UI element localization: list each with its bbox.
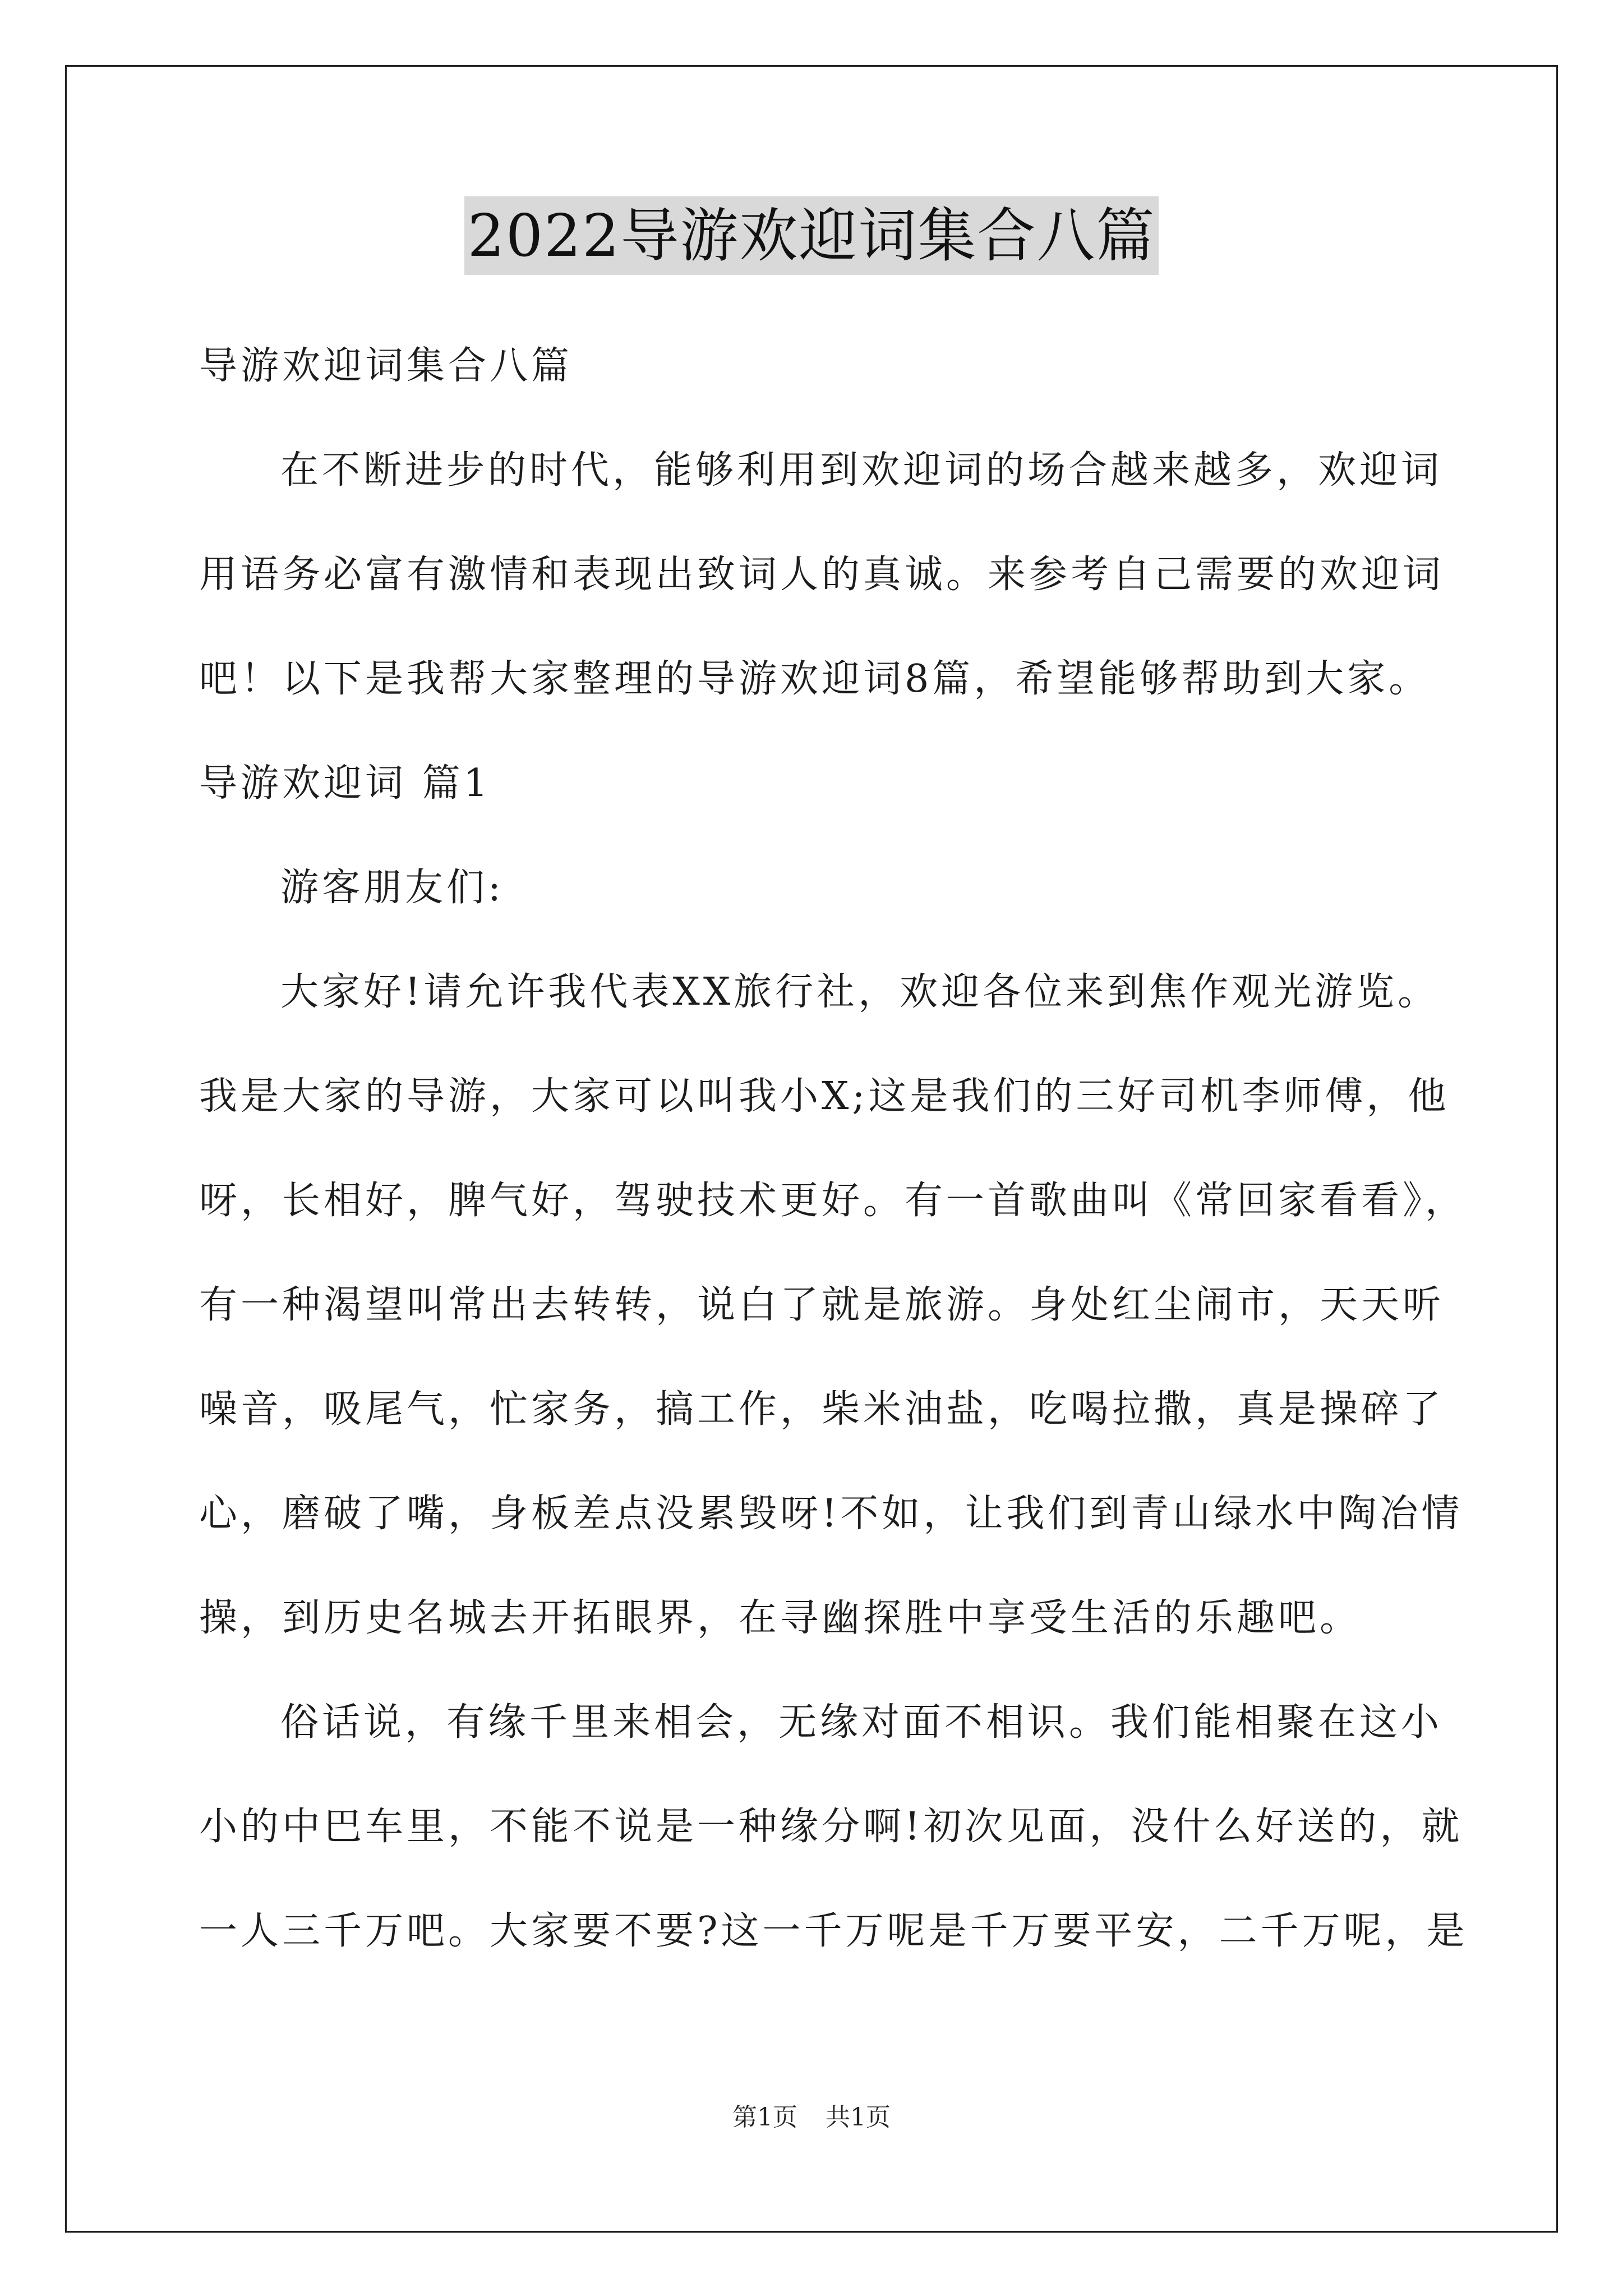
total-pages: 共1页 (826, 2103, 891, 2132)
paragraph-line: 一人三千万吧。大家要不要?这一千万呢是千万要平安，二千万呢，是 (199, 1909, 1468, 1953)
paragraph-line: 俗话说，有缘千里来相会，无缘对面不相识。我们能相聚在这小 (280, 1700, 1443, 1745)
page-footer (0, 2101, 1623, 2134)
title-container (0, 196, 1623, 275)
subtitle-line: 导游欢迎词集合八篇 (199, 344, 573, 388)
document-title: 2022导游欢迎词集合八篇 (464, 196, 1159, 275)
paragraph-line: 有一种渴望叫常出去转转，说白了就是旅游。身处红尘闹市，天天听 (199, 1283, 1445, 1327)
paragraph-line: 大家好!请允许我代表XX旅行社，欢迎各位来到焦作观光游览。 (280, 970, 1440, 1014)
paragraph-line: 心，磨破了嘴，身板差点没累毁呀!不如，让我们到青山绿水中陶冶情 (199, 1492, 1463, 1536)
salutation-line: 游客朋友们: (280, 866, 504, 910)
paragraph-line: 操，到历史名城去开拓眼界，在寻幽探胜中享受生活的乐趣吧。 (199, 1596, 1362, 1640)
paragraph-line: 小的中巴车里，不能不说是一种缘分啊!初次见面，没什么好送的，就 (199, 1805, 1463, 1849)
paragraph-line: 呀，长相好，脾气好，驾驶技术更好。有一首歌曲叫《常回家看看》， (199, 1179, 1467, 1223)
paragraph-line: 噪音，吸尾气，忙家务，搞工作，柴米油盐，吃喝拉撒，真是操碎了 (199, 1387, 1445, 1432)
paragraph-line: 吧！以下是我帮大家整理的导游欢迎词8篇，希望能够帮助到大家。 (199, 657, 1431, 701)
document-body (199, 314, 1468, 1984)
section-heading: 导游欢迎词 篇1 (199, 761, 491, 806)
page-number: 第1页 (732, 2103, 797, 2132)
paragraph-line: 我是大家的导游，大家可以叫我小X;这是我们的三好司机李师傅，他 (199, 1074, 1450, 1119)
paragraph-line: 用语务必富有激情和表现出致词人的真诚。来参考自己需要的欢迎词 (199, 553, 1445, 597)
paragraph-line: 在不断进步的时代，能够利用到欢迎词的场合越来越多，欢迎词 (280, 448, 1443, 493)
